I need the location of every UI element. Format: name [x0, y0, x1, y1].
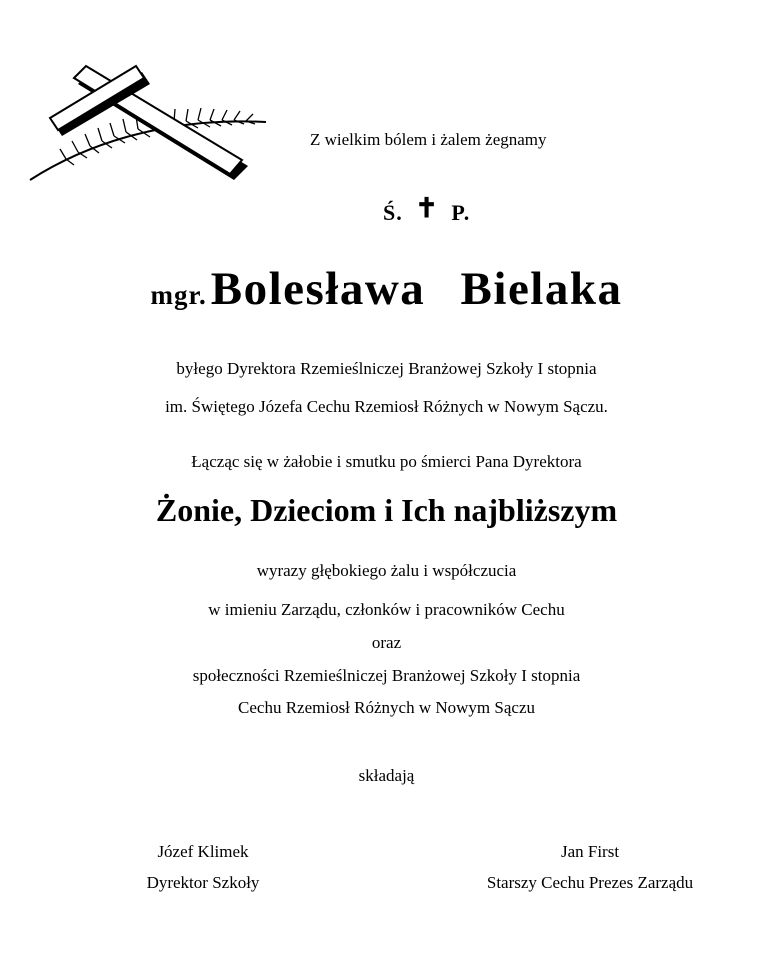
deceased-name: Bolesława Bielaka [210, 263, 623, 315]
signatory-2-name: Jan First [560, 842, 620, 861]
deceased-name-line [0, 262, 773, 316]
intro-line: Z wielkim bólem i żalem żegnamy [310, 130, 547, 149]
condolence-line-2: w imieniu Zarządu, członków i pracowników Cechu [208, 600, 565, 619]
condolence-line-4: społeczności Rzemieślniczej Branżowej Szkoły I stopnia [192, 666, 581, 685]
honorific-line [383, 193, 471, 227]
cross-icon: ✝ [415, 193, 439, 223]
condolence-line-3: oraz [371, 633, 402, 652]
signatory-1-role: Dyrektor Szkoły [146, 873, 260, 892]
signatory-2-role: Starszy Cechu Prezes Zarządu [486, 873, 694, 892]
honorific-before: Ś. [383, 200, 403, 225]
closing-line: składają [358, 766, 415, 785]
position-line-1: byłego Dyrektora Rzemieślniczej Branżowej Szkoły I stopnia [176, 359, 597, 378]
honorific-after: P. [451, 200, 471, 225]
cross-with-palm-branch-icon [26, 62, 268, 184]
condolence-line-1: wyrazy głębokiego żalu i współczucia [256, 561, 517, 580]
signatory-1-name: Józef Klimek [157, 842, 249, 861]
position-line-2: im. Świętego Józefa Cechu Rzemiosł Różnych w Nowym Sączu. [165, 397, 608, 416]
condolence-line-5: Cechu Rzemiosł Różnych w Nowym Sączu [238, 698, 535, 717]
addressees-line: Żonie, Dzieciom i Ich najbliższym [155, 492, 618, 528]
joining-line: Łącząc się w żałobie i smutku po śmierci Pana Dyrektora [191, 452, 582, 471]
deceased-title: mgr. [150, 280, 207, 310]
